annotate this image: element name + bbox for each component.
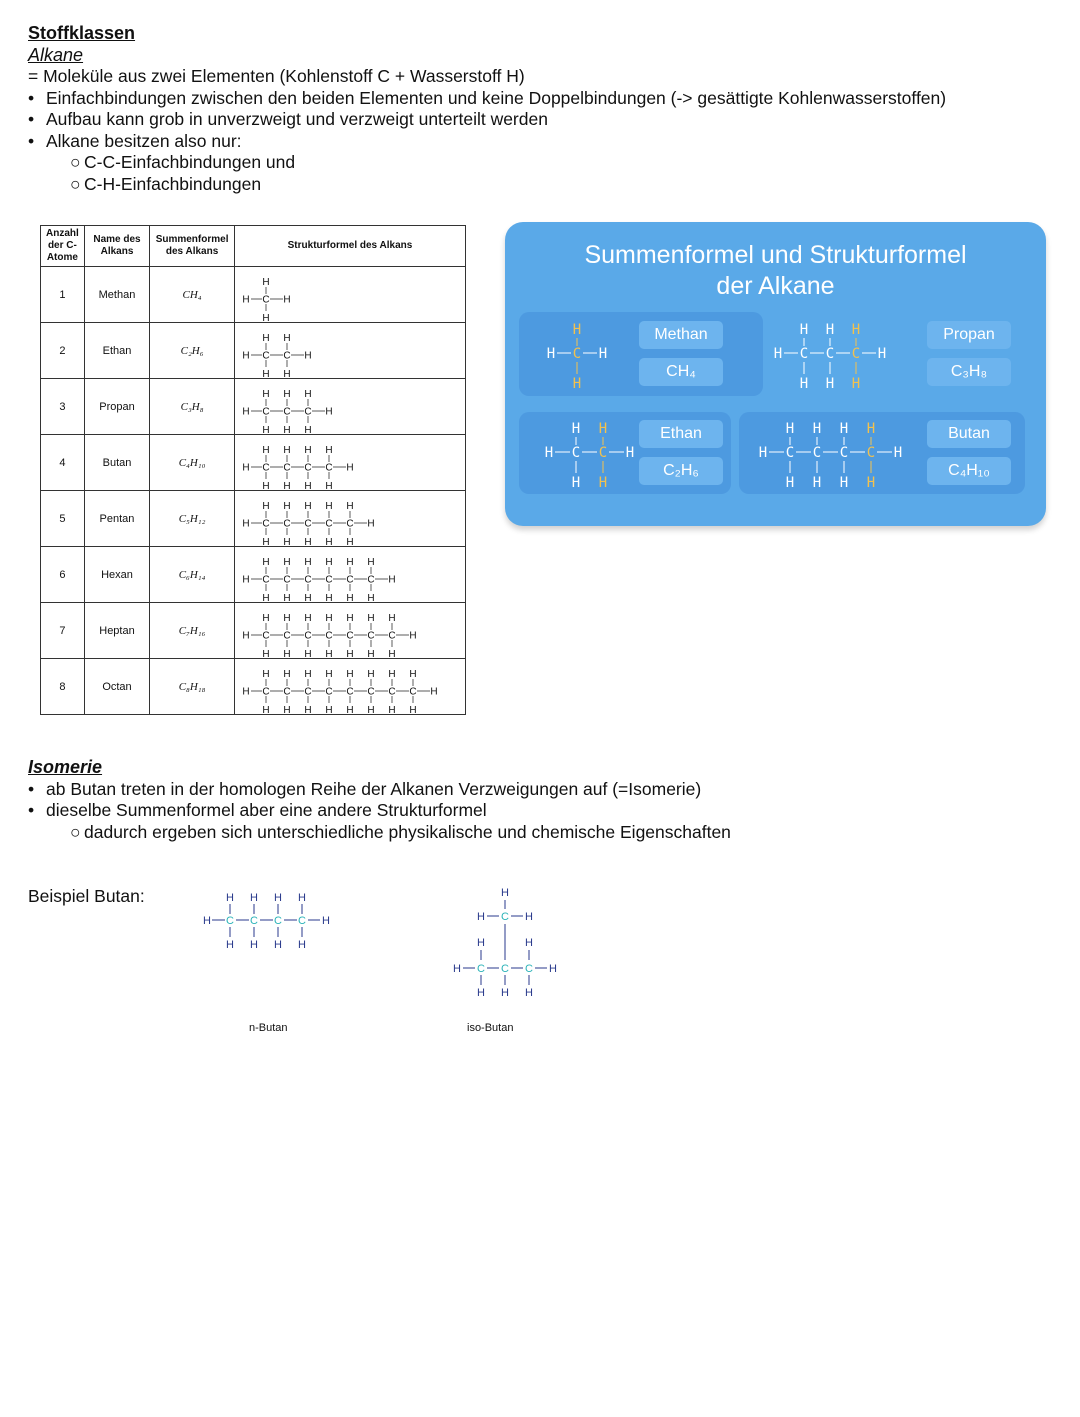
hydrogen-atom: H	[367, 613, 375, 624]
panel-name-ethan: Ethan	[639, 420, 723, 448]
hydrogen-atom: H	[262, 705, 270, 714]
hydrogen-atom: H	[839, 475, 849, 491]
hydrogen-atom: H	[346, 501, 354, 512]
bullet-item	[28, 109, 548, 131]
table-row	[41, 659, 466, 715]
panel-title-line-2: der Alkane	[716, 272, 835, 300]
hydrogen-atom: H	[477, 911, 485, 923]
table-row	[41, 379, 466, 435]
carbon-atom: C	[409, 686, 417, 698]
hydrogen-atom: H	[367, 705, 375, 714]
intro-text: = Moleküle aus zwei Elementen (Kohlenstoff C + Wasserstoff H)	[28, 66, 525, 86]
carbon-atom: C	[812, 445, 822, 461]
propan-structure-diagram	[754, 312, 904, 396]
hydrogen-atom: H	[283, 389, 291, 400]
table-row	[41, 603, 466, 659]
hydrogen-atom: H	[242, 406, 250, 418]
carbon-atom: C	[477, 963, 485, 975]
hydrogen-atom: H	[226, 892, 234, 904]
isomerie-bullet	[28, 779, 701, 801]
structure-diagram	[235, 603, 465, 658]
hydrogen-atom: H	[283, 669, 291, 680]
carbon-atom: C	[367, 686, 375, 698]
hydrogen-atom: H	[773, 346, 783, 362]
row-count: 2	[41, 323, 85, 379]
hydrogen-atom: H	[325, 593, 333, 602]
panel-title-line-1: Summenformel und Strukturformel	[584, 241, 967, 269]
bullet-glyph: •	[28, 88, 35, 108]
hydrogen-atom: H	[304, 593, 312, 602]
hydrogen-atom: H	[893, 445, 903, 461]
sub-bullet-text: dadurch ergeben sich unterschiedliche physikalische und chemische Eigenschaften	[84, 822, 731, 842]
hydrogen-atom: H	[625, 445, 635, 461]
row-name: Methan	[84, 267, 149, 323]
panel-name-propan: Propan	[927, 321, 1011, 349]
bullet-text: ab Butan treten in der homologen Reihe der Alkanen Verzweigungen auf (=Isomerie)	[46, 779, 702, 799]
hydrogen-atom: H	[571, 475, 581, 491]
bullet-glyph: •	[28, 779, 35, 799]
bullet-text: Aufbau kann grob in unverzweigt und verzweigt unterteilt werden	[46, 109, 548, 129]
hydrogen-atom: H	[304, 350, 312, 362]
hydrogen-atom: H	[325, 649, 333, 658]
hydrogen-atom: H	[501, 987, 509, 999]
hydrogen-atom: H	[242, 462, 250, 474]
hydrogen-atom: H	[262, 425, 270, 434]
section-title: Stoffklassen	[28, 23, 136, 43]
panel-cell-methan	[519, 312, 763, 396]
hydrogen-atom: H	[409, 705, 417, 714]
carbon-atom: C	[346, 686, 354, 698]
carbon-atom: C	[283, 462, 291, 474]
row-name: Butan	[84, 435, 149, 491]
row-structure	[234, 435, 465, 491]
n-butan-structure	[195, 884, 345, 954]
ethan-structure-diagram	[525, 412, 635, 494]
hydrogen-atom: H	[262, 557, 270, 568]
hydrogen-atom: H	[304, 613, 312, 624]
table-row	[41, 547, 466, 603]
hydrogen-atom: H	[203, 915, 211, 927]
hydrogen-atom: H	[298, 892, 306, 904]
row-name: Propan	[84, 379, 149, 435]
hydrogen-atom: H	[825, 376, 835, 392]
panel-cell-butan	[739, 412, 1025, 494]
table-row	[41, 491, 466, 547]
hydrogen-atom: H	[839, 421, 849, 437]
carbon-atom: C	[851, 346, 861, 362]
header-name: Name des Alkans	[84, 226, 149, 267]
hydrogen-atom: H	[262, 537, 270, 546]
row-name: Hexan	[84, 547, 149, 603]
sub-bullet-text: C-H-Einfachbindungen	[84, 174, 262, 194]
carbon-atom: C	[262, 294, 270, 306]
carbon-atom: C	[785, 445, 795, 461]
header-count: Anzahl der C-Atome	[41, 226, 85, 267]
bullet-glyph: •	[28, 109, 35, 129]
hydrogen-atom: H	[598, 475, 608, 491]
row-formula: C₃H₈	[150, 379, 235, 435]
sub-bullet-text: C-C-Einfachbindungen und	[84, 152, 296, 172]
header-structure: Strukturformel des Alkans	[234, 226, 465, 267]
hydrogen-atom: H	[322, 915, 330, 927]
hydrogen-atom: H	[525, 911, 533, 923]
row-formula: C₅H₁₂	[150, 491, 235, 547]
hydrogen-atom: H	[758, 445, 768, 461]
carbon-atom: C	[250, 915, 258, 927]
hydrogen-atom: H	[283, 425, 291, 434]
carbon-atom: C	[525, 963, 533, 975]
hydrogen-atom: H	[325, 669, 333, 680]
row-count: 4	[41, 435, 85, 491]
hydrogen-atom: H	[477, 987, 485, 999]
hydrogen-atom: H	[388, 613, 396, 624]
structure-diagram	[235, 267, 465, 322]
row-formula: C₄H₁₀	[150, 435, 235, 491]
hydrogen-atom: H	[283, 369, 291, 378]
hydrogen-atom: H	[262, 445, 270, 456]
hydrogen-atom: H	[501, 887, 509, 899]
hydrogen-atom: H	[785, 421, 795, 437]
hydrogen-atom: H	[367, 649, 375, 658]
row-formula: C₂H₆	[150, 323, 235, 379]
hydrogen-atom: H	[525, 937, 533, 949]
hydrogen-atom: H	[304, 425, 312, 434]
bullet-glyph: •	[28, 131, 35, 151]
hydrogen-atom: H	[242, 630, 250, 642]
carbon-atom: C	[283, 686, 291, 698]
carbon-atom: C	[283, 350, 291, 362]
bullet-item	[28, 131, 242, 153]
panel-name-butan: Butan	[927, 420, 1011, 448]
hydrogen-atom: H	[409, 630, 417, 642]
hydrogen-atom: H	[367, 593, 375, 602]
table-header-row	[41, 226, 466, 267]
carbon-atom: C	[262, 406, 270, 418]
structure-diagram	[235, 547, 465, 602]
n-butan-label: n-Butan	[249, 1022, 288, 1034]
hydrogen-atom: H	[250, 939, 258, 951]
carbon-atom: C	[799, 346, 809, 362]
alkane-table	[40, 225, 466, 715]
hydrogen-atom: H	[304, 445, 312, 456]
hydrogen-atom: H	[304, 705, 312, 714]
carbon-atom: C	[298, 915, 306, 927]
bullet-item	[28, 88, 1068, 110]
carbon-atom: C	[325, 630, 333, 642]
hydrogen-atom: H	[388, 705, 396, 714]
carbon-atom: C	[304, 406, 312, 418]
methan-structure-diagram	[527, 312, 627, 396]
hydrogen-atom: H	[283, 593, 291, 602]
hydrogen-atom: H	[262, 501, 270, 512]
hydrogen-atom: H	[262, 277, 270, 288]
hydrogen-atom: H	[346, 613, 354, 624]
hydrogen-atom: H	[430, 686, 438, 698]
hydrogen-atom: H	[250, 892, 258, 904]
carbon-atom: C	[283, 574, 291, 586]
carbon-atom: C	[304, 462, 312, 474]
panel-formula-methan: CH₄	[639, 358, 723, 386]
hydrogen-atom: H	[325, 705, 333, 714]
carbon-atom: C	[839, 445, 849, 461]
carbon-atom: C	[304, 574, 312, 586]
hydrogen-atom: H	[346, 593, 354, 602]
sub-bullet-glyph: ○	[70, 174, 81, 194]
hydrogen-atom: H	[325, 481, 333, 490]
carbon-atom: C	[274, 915, 282, 927]
carbon-atom: C	[325, 462, 333, 474]
isomerie-sub-bullet	[70, 822, 731, 844]
row-structure	[234, 491, 465, 547]
row-count: 8	[41, 659, 85, 715]
hydrogen-atom: H	[388, 574, 396, 586]
hydrogen-atom: H	[242, 574, 250, 586]
carbon-atom: C	[825, 346, 835, 362]
hydrogen-atom: H	[283, 557, 291, 568]
row-formula: C₇H₁₆	[150, 603, 235, 659]
hydrogen-atom: H	[851, 376, 861, 392]
hydrogen-atom: H	[572, 376, 582, 392]
hydrogen-atom: H	[851, 322, 861, 338]
bullet-text: dieselbe Summenformel aber eine andere Strukturformel	[46, 800, 487, 820]
iso-butan-structure	[445, 880, 575, 1000]
row-structure	[234, 603, 465, 659]
hydrogen-atom: H	[298, 939, 306, 951]
hydrogen-atom: H	[283, 649, 291, 658]
hydrogen-atom: H	[262, 481, 270, 490]
hydrogen-atom: H	[262, 613, 270, 624]
carbon-atom: C	[325, 686, 333, 698]
row-name: Ethan	[84, 323, 149, 379]
bullet-text: Alkane besitzen also nur:	[46, 131, 242, 151]
carbon-atom: C	[283, 406, 291, 418]
hydrogen-atom: H	[812, 475, 822, 491]
row-structure	[234, 379, 465, 435]
row-structure	[234, 267, 465, 323]
structure-diagram	[235, 435, 465, 490]
carbon-atom: C	[304, 686, 312, 698]
carbon-atom: C	[501, 911, 509, 923]
sub-bullet-glyph: ○	[70, 822, 81, 842]
hydrogen-atom: H	[283, 613, 291, 624]
hydrogen-atom: H	[325, 445, 333, 456]
hydrogen-atom: H	[304, 501, 312, 512]
hydrogen-atom: H	[367, 669, 375, 680]
hydrogen-atom: H	[262, 669, 270, 680]
hydrogen-atom: H	[346, 649, 354, 658]
hydrogen-atom: H	[283, 333, 291, 344]
structure-diagram	[235, 491, 465, 546]
bullet-text: Einfachbindungen zwischen den beiden Elementen und keine Doppelbindungen (-> gesättigte Kohlenwasserstoffen)	[46, 88, 947, 108]
hydrogen-atom: H	[283, 294, 291, 306]
panel-formula-butan: C₄H₁₀	[927, 457, 1011, 485]
hydrogen-atom: H	[304, 389, 312, 400]
carbon-atom: C	[346, 518, 354, 530]
hydrogen-atom: H	[274, 939, 282, 951]
row-formula: C₈H₁₈	[150, 659, 235, 715]
hydrogen-atom: H	[304, 669, 312, 680]
alkane-info-panel	[505, 222, 1046, 526]
panel-formula-ethan: C₂H₆	[639, 457, 723, 485]
hydrogen-atom: H	[453, 963, 461, 975]
hydrogen-atom: H	[388, 649, 396, 658]
carbon-atom: C	[367, 574, 375, 586]
hydrogen-atom: H	[346, 705, 354, 714]
carbon-atom: C	[262, 462, 270, 474]
hydrogen-atom: H	[549, 963, 557, 975]
hydrogen-atom: H	[262, 313, 270, 322]
hydrogen-atom: H	[304, 557, 312, 568]
carbon-atom: C	[262, 630, 270, 642]
butan-structure-diagram	[745, 412, 915, 494]
example-label: Beispiel Butan:	[28, 886, 145, 906]
carbon-atom: C	[571, 445, 581, 461]
row-structure	[234, 323, 465, 379]
hydrogen-atom: H	[572, 322, 582, 338]
carbon-atom: C	[598, 445, 608, 461]
hydrogen-atom: H	[283, 445, 291, 456]
table-row	[41, 435, 466, 491]
panel-cell-propan	[739, 312, 1029, 396]
hydrogen-atom: H	[242, 518, 250, 530]
hydrogen-atom: H	[825, 322, 835, 338]
carbon-atom: C	[262, 686, 270, 698]
hydrogen-atom: H	[571, 421, 581, 437]
hydrogen-atom: H	[325, 613, 333, 624]
hydrogen-atom: H	[304, 481, 312, 490]
carbon-atom: C	[262, 574, 270, 586]
hydrogen-atom: H	[785, 475, 795, 491]
table-row	[41, 323, 466, 379]
isomerie-bullet	[28, 800, 487, 822]
hydrogen-atom: H	[242, 294, 250, 306]
hydrogen-atom: H	[262, 649, 270, 658]
hydrogen-atom: H	[866, 421, 876, 437]
hydrogen-atom: H	[262, 389, 270, 400]
structure-diagram	[235, 323, 465, 378]
carbon-atom: C	[304, 518, 312, 530]
table-row	[41, 267, 466, 323]
hydrogen-atom: H	[304, 537, 312, 546]
header-formula: Summenformel des Alkans	[150, 226, 235, 267]
hydrogen-atom: H	[866, 475, 876, 491]
carbon-atom: C	[572, 346, 582, 362]
row-structure	[234, 547, 465, 603]
hydrogen-atom: H	[388, 669, 396, 680]
hydrogen-atom: H	[283, 705, 291, 714]
hydrogen-atom: H	[799, 322, 809, 338]
panel-name-methan: Methan	[639, 321, 723, 349]
row-formula: C₆H₁₄	[150, 547, 235, 603]
carbon-atom: C	[283, 630, 291, 642]
carbon-atom: C	[388, 686, 396, 698]
hydrogen-atom: H	[598, 421, 608, 437]
hydrogen-atom: H	[262, 369, 270, 378]
hydrogen-atom: H	[877, 346, 887, 362]
row-name: Octan	[84, 659, 149, 715]
row-count: 7	[41, 603, 85, 659]
hydrogen-atom: H	[799, 376, 809, 392]
carbon-atom: C	[226, 915, 234, 927]
panel-title	[505, 240, 1046, 302]
row-formula: CH₄	[150, 267, 235, 323]
iso-butan-label: iso-Butan	[467, 1022, 514, 1034]
sub-bullet-item	[70, 152, 295, 174]
hydrogen-atom: H	[346, 669, 354, 680]
carbon-atom: C	[346, 574, 354, 586]
carbon-atom: C	[388, 630, 396, 642]
hydrogen-atom: H	[274, 892, 282, 904]
hydrogen-atom: H	[283, 537, 291, 546]
structure-diagram	[235, 659, 465, 714]
panel-formula-propan: C₃H₈	[927, 358, 1011, 386]
hydrogen-atom: H	[242, 350, 250, 362]
hydrogen-atom: H	[325, 557, 333, 568]
row-count: 5	[41, 491, 85, 547]
hydrogen-atom: H	[325, 537, 333, 546]
hydrogen-atom: H	[226, 939, 234, 951]
panel-cell-ethan	[519, 412, 731, 494]
carbon-atom: C	[325, 518, 333, 530]
hydrogen-atom: H	[346, 557, 354, 568]
hydrogen-atom: H	[262, 593, 270, 602]
hydrogen-atom: H	[346, 537, 354, 546]
hydrogen-atom: H	[812, 421, 822, 437]
row-name: Pentan	[84, 491, 149, 547]
subtitle: Alkane	[28, 45, 84, 65]
bullet-glyph: •	[28, 800, 35, 820]
row-count: 6	[41, 547, 85, 603]
sub-bullet-item	[70, 174, 261, 196]
carbon-atom: C	[866, 445, 876, 461]
hydrogen-atom: H	[367, 518, 375, 530]
hydrogen-atom: H	[525, 987, 533, 999]
carbon-atom: C	[304, 630, 312, 642]
hydrogen-atom: H	[325, 406, 333, 418]
row-count: 3	[41, 379, 85, 435]
sub-bullet-glyph: ○	[70, 152, 81, 172]
carbon-atom: C	[283, 518, 291, 530]
hydrogen-atom: H	[367, 557, 375, 568]
hydrogen-atom: H	[242, 686, 250, 698]
hydrogen-atom: H	[409, 669, 417, 680]
isomerie-title: Isomerie	[28, 757, 103, 777]
hydrogen-atom: H	[346, 462, 354, 474]
row-name: Heptan	[84, 603, 149, 659]
carbon-atom: C	[367, 630, 375, 642]
hydrogen-atom: H	[325, 501, 333, 512]
hydrogen-atom: H	[544, 445, 554, 461]
row-structure	[234, 659, 465, 715]
carbon-atom: C	[346, 630, 354, 642]
carbon-atom: C	[325, 574, 333, 586]
structure-diagram	[235, 379, 465, 434]
hydrogen-atom: H	[283, 501, 291, 512]
hydrogen-atom: H	[546, 346, 556, 362]
hydrogen-atom: H	[262, 333, 270, 344]
carbon-atom: C	[262, 350, 270, 362]
hydrogen-atom: H	[477, 937, 485, 949]
carbon-atom: C	[262, 518, 270, 530]
carbon-atom: C	[501, 963, 509, 975]
row-count: 1	[41, 267, 85, 323]
hydrogen-atom: H	[304, 649, 312, 658]
hydrogen-atom: H	[598, 346, 608, 362]
hydrogen-atom: H	[283, 481, 291, 490]
